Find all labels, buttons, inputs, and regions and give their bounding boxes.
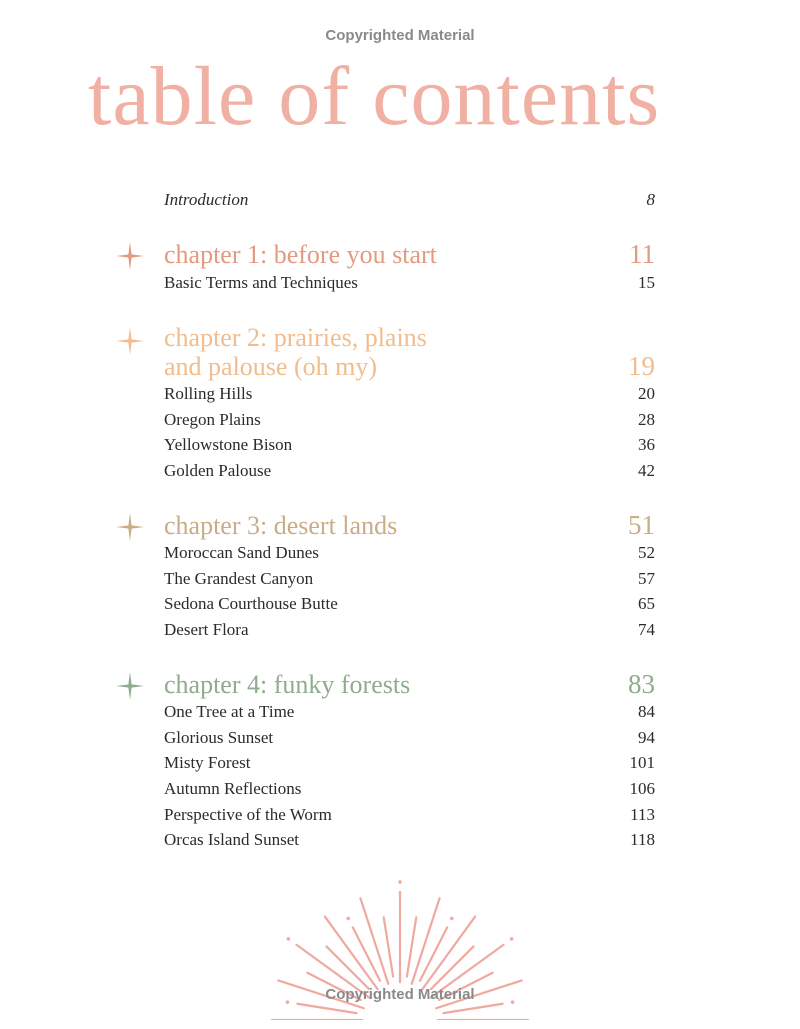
toc-entry-page: 36 (638, 435, 655, 454)
toc-entry-label: Golden Palouse (164, 461, 272, 480)
toc-entry-page: 28 (638, 410, 655, 429)
toc-entry-page: 101 (629, 753, 655, 772)
chapter-heading-2[interactable] (164, 323, 655, 381)
toc-entry[interactable] (164, 620, 655, 640)
toc-entry-label: Oregon Plains (164, 410, 261, 429)
toc-entry[interactable] (164, 461, 655, 481)
toc-entry[interactable] (164, 594, 655, 614)
toc-entry-page: 113 (630, 805, 655, 824)
toc-entry-page: 8 (646, 190, 655, 209)
toc-entry-page: 74 (638, 620, 655, 639)
sparkle-star-icon (114, 511, 146, 543)
chapter-heading-4[interactable] (164, 670, 655, 699)
toc-entry[interactable] (164, 543, 655, 563)
chapter-heading-1[interactable] (164, 240, 655, 269)
toc-entry[interactable] (164, 805, 655, 825)
toc-entry-label: Perspective of the Worm (164, 805, 332, 824)
sun-dot (450, 917, 454, 921)
chapter-page: 83 (628, 669, 655, 699)
toc-entry-label: Yellowstone Bison (164, 435, 293, 454)
toc-entry-label: Sedona Courthouse Butte (164, 594, 338, 613)
toc-entry[interactable] (164, 702, 655, 722)
toc-entry[interactable] (164, 273, 655, 293)
copyright-header: Copyrighted Material (325, 27, 475, 44)
toc-entry-label: Moroccan Sand Dunes (164, 543, 319, 562)
toc-entry-page: 15 (638, 273, 655, 292)
chapter-title-line-2: and palouse (oh my) (164, 352, 378, 381)
toc-entry-label: Desert Flora (164, 620, 249, 639)
chapter-title-line-1: chapter 2: prairies, plains (164, 323, 427, 352)
chapter-page: 19 (628, 351, 655, 381)
sparkle-star-icon (114, 240, 146, 272)
chapter-heading-3[interactable] (164, 511, 655, 540)
sun-ray (407, 917, 416, 976)
chapter-title: chapter 1: before you start (164, 240, 437, 269)
chapter-page: 51 (628, 510, 655, 540)
toc-entry-label: Rolling Hills (164, 384, 253, 403)
toc-entry-label: Orcas Island Sunset (164, 830, 300, 849)
toc-entry-label: One Tree at a Time (164, 702, 295, 721)
toc-entry-page: 118 (630, 830, 655, 849)
sun-dot (287, 937, 291, 941)
toc-entry[interactable] (164, 435, 655, 455)
toc-entry-page: 57 (638, 569, 655, 588)
toc-entry[interactable] (164, 569, 655, 589)
toc-entry-label: Autumn Reflections (164, 779, 302, 798)
toc-entry-page: 94 (638, 728, 655, 747)
toc-entry[interactable] (164, 779, 655, 799)
toc-entry[interactable] (164, 410, 655, 430)
toc-entry-label: Glorious Sunset (164, 728, 274, 747)
sun-ray (297, 1004, 356, 1013)
toc-entry-page: 65 (638, 594, 655, 613)
sparkle-star-icon (114, 325, 146, 357)
sun-dot (346, 917, 350, 921)
sun-ray (384, 917, 393, 976)
toc-entry[interactable] (164, 753, 655, 773)
toc-entry-label: The Grandest Canyon (164, 569, 314, 588)
chapter-page: 11 (629, 239, 655, 269)
toc-entry[interactable] (164, 728, 655, 748)
toc-entry-introduction[interactable] (164, 190, 655, 210)
toc-entry-page: 84 (638, 702, 655, 721)
toc-entry-page: 42 (638, 461, 655, 480)
sun-dot (398, 880, 402, 884)
chapter-title: chapter 4: funky forests (164, 670, 411, 699)
sparkle-star-icon (114, 670, 146, 702)
toc-entry-page: 20 (638, 384, 655, 403)
sun-dot (510, 937, 514, 941)
chapter-title: chapter 3: desert lands (164, 511, 398, 540)
page-title: table of contents (88, 50, 661, 143)
sun-ray (443, 1004, 502, 1013)
toc-entry-page: 52 (638, 543, 655, 562)
copyright-footer: Copyrighted Material (325, 986, 475, 1003)
toc-entry-page: 106 (629, 779, 655, 798)
toc-entry-label: Introduction (164, 190, 249, 209)
toc-entry-label: Basic Terms and Techniques (164, 273, 358, 292)
toc-entry[interactable] (164, 830, 655, 850)
toc-entry[interactable] (164, 384, 655, 404)
toc-entry-label: Misty Forest (164, 753, 251, 772)
